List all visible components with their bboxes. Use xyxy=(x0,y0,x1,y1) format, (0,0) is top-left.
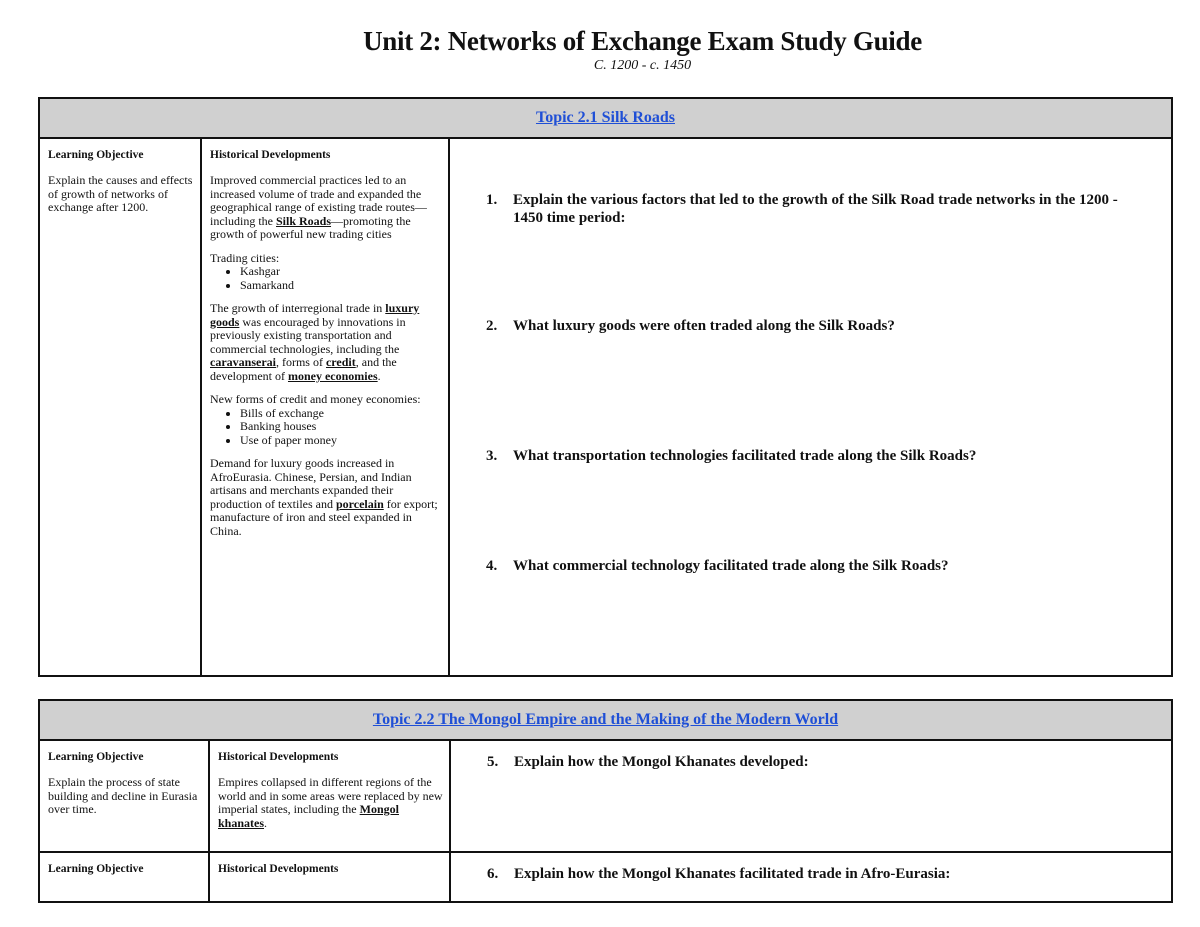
learning-objective-cell xyxy=(39,138,201,676)
credit-forms-label: New forms of credit and money economies: xyxy=(210,392,421,406)
question-1: 1. Explain the various factors that led to the growth of the Silk Road trade networks in the 1200 - 1450 time period: xyxy=(486,192,1118,226)
key-term-mongol-khanates: Mongol khanates xyxy=(218,802,399,830)
question-3: 3. What transportation technologies facilitated trade along the Silk Roads? xyxy=(486,448,977,464)
questions-cell xyxy=(449,138,1172,676)
question-5: 5. Explain how the Mongol Khanates developed: xyxy=(487,754,809,770)
historical-developments-cell xyxy=(201,138,449,676)
key-term-porcelain: porcelain xyxy=(335,496,384,511)
list-item: • Kashgar xyxy=(240,265,442,279)
historical-developments-cell xyxy=(209,740,450,852)
topic-2-1-table xyxy=(38,97,1173,677)
list-item: • Samarkand xyxy=(240,279,442,293)
learning-objective-label: Learning Objective xyxy=(48,751,144,763)
trading-cities-label: Trading cities: xyxy=(210,250,280,265)
historical-developments-text xyxy=(210,174,442,538)
hd-paragraph-3: Demand for luxury goods increased in AfroEurasia. Chinese, Persian, and Indian artisans and merchants expanded their production of textiles and porcelain for export; manufacture of iron and steel expanded in China. xyxy=(210,456,438,538)
key-term-caravanserai: caravanserai xyxy=(210,355,276,369)
question-2: 2. What luxury goods were often traded along the Silk Roads? xyxy=(486,318,895,334)
list-item: • Banking houses xyxy=(240,420,442,434)
key-term-money-economies: money economies xyxy=(287,368,378,383)
credit-forms-list xyxy=(210,407,442,448)
topic-2-1-link[interactable]: Topic 2.1 Silk Roads xyxy=(535,109,675,126)
list-item: • Bills of exchange xyxy=(240,407,442,421)
historical-developments-cell-2 xyxy=(209,852,450,902)
topic-2-2-link[interactable]: Topic 2.2 The Mongol Empire and the Making of the Modern World xyxy=(372,711,839,728)
topic-2-1-header xyxy=(39,98,1172,138)
topic-2-2-table xyxy=(38,699,1173,903)
questions-cell xyxy=(450,740,1172,852)
historical-developments-label: Historical Developments xyxy=(218,863,339,875)
trading-cities-list xyxy=(210,265,442,292)
list-item: • Use of paper money xyxy=(240,434,442,448)
historical-developments-label: Historical Developments xyxy=(218,751,339,763)
question-6: 6. Explain how the Mongol Khanates facilitated trade in Afro-Eurasia: xyxy=(487,866,951,882)
hd-paragraph-1: Improved commercial practices led to an increased volume of trade and expanded the geographical range of existing trade routes—including the Silk Roads—promoting the growth of powerful new trading cities xyxy=(210,173,427,241)
learning-objective-cell xyxy=(39,740,209,852)
learning-objective-text: Explain the process of state building and decline in Eurasia over time. xyxy=(48,775,198,816)
hd-paragraph-2: The growth of interregional trade in luxury goods was encouraged by innovations in previously existing transportation and commercial technologies, including the caravanserai, forms of credit, and the development of money economies. xyxy=(210,301,420,383)
topic-2-2-header xyxy=(39,700,1172,740)
learning-objective-text: Explain the causes and effects of growth of networks of exchange after 1200. xyxy=(48,173,193,214)
key-term-luxury-goods: luxury goods xyxy=(210,301,420,329)
historical-developments-text: Empires collapsed in different regions of the world and in some areas were replaced by new imperial states, including the Mongol khanates. xyxy=(218,775,443,830)
historical-developments-label: Historical Developments xyxy=(210,149,331,161)
learning-objective-cell-2 xyxy=(39,852,209,902)
page-title: Unit 2: Networks of Exchange Exam Study Guide xyxy=(363,26,922,56)
learning-objective-label: Learning Objective xyxy=(48,863,144,875)
question-4: 4. What commercial technology facilitated trade along the Silk Roads? xyxy=(486,558,949,574)
page-subtitle: C. 1200 - c. 1450 xyxy=(593,58,692,73)
key-term-credit: credit xyxy=(325,355,356,369)
questions-cell-2 xyxy=(450,852,1172,902)
key-term-silk-roads: Silk Roads xyxy=(276,213,332,228)
learning-objective-label: Learning Objective xyxy=(48,149,144,161)
